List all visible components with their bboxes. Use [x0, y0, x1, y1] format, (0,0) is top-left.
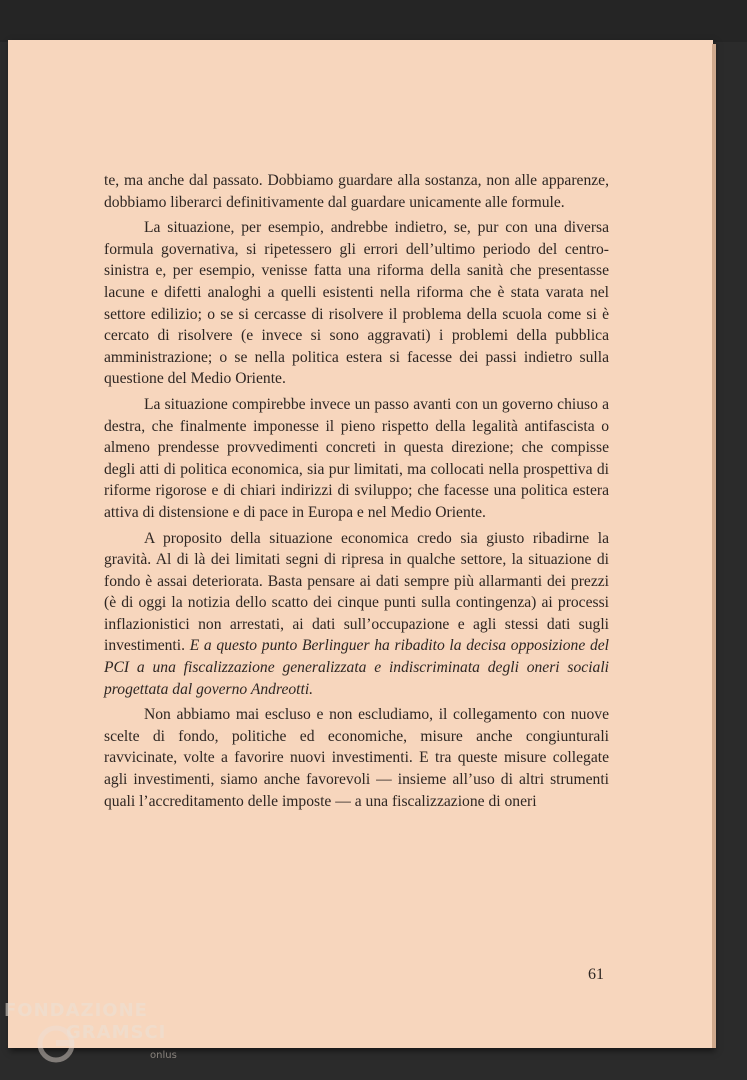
paragraph-5	[104, 704, 609, 812]
paragraph-1-text: te, ma anche dal passato. Dobbiamo guardare alla sostanza, non alle apparenze, dobbiamo liberarci definitivamente dal guardare unicamente alle formule.	[104, 172, 609, 211]
paragraph-2-text: La situazione, per esempio, andrebbe indietro, se, pur con una diversa formula governativa, si ripetessero gli errori dell’ultimo periodo del centro-sinistra e, per esempio, venisse fatta una riforma della sanità che presentasse lacune e difetti analoghi a quelli esistenti nella riforma che è stata varata nel settore edilizio; o se si cercasse di risolvere il problema della scuola come si è cercato di risolvere (e invece si sono aggravati) i problemi della pubblica amministrazione; o se nella politica estera si facesse dei passi indietro sulla questione del Medio Oriente.	[104, 219, 609, 388]
paragraph-4-italic-note: E a questo punto Berlinguer ha ribadito la decisa opposizione del PCI a una fiscalizzazione generalizzata e indiscriminata degli oneri sociali progettata dal governo Andreotti.	[104, 637, 610, 698]
paragraph-4	[104, 528, 609, 701]
paragraph-3	[104, 394, 609, 524]
paragraph-3-text: La situazione compirebbe invece un passo avanti con un governo chiuso a destra, che finalmente imponesse il pieno rispetto della legalità antifascista o almeno prendesse provvedimenti concreti in questa direzione; che compisse degli atti di politica economica, sia pur limitati, ma collocati nella prospettiva di riforme rigorose e di chiari indirizzi di sviluppo; che facesse una politica estera attiva di distensione e di pace in Europa e nel Medio Oriente.	[104, 395, 609, 521]
body-text	[104, 170, 609, 812]
watermark-line-1: FONDAZIONE	[4, 1000, 148, 1021]
page-number: 61	[588, 966, 604, 983]
watermark-line-2: GRAMSCI	[66, 1022, 167, 1043]
fondazione-gramsci-watermark	[4, 998, 204, 1078]
scan-background	[0, 0, 747, 42]
paragraph-1	[104, 170, 609, 213]
paragraph-5-text: Non abbiamo mai escluso e non escludiamo, il collegamento con nuove scelte di fondo, politiche ed economiche, misure anche congiunturali ravvicinate, volte a favorire nuovi investimenti. E tra queste misure collegate agli investimenti, siamo anche favorevoli — insieme all’uso di altri strumenti quali l’accreditamento delle imposte — a una fiscalizzazione di oneri	[104, 706, 609, 810]
page-edge-shadow	[712, 44, 716, 1048]
watermark-line-3: onlus	[150, 1050, 177, 1061]
paragraph-2	[104, 217, 609, 390]
paragraph-4-text: A proposito della situazione economica credo sia giusto ribadirne la gravità. Al di là dei limitati segni di ripresa in qualche settore, la situazione di fondo è assai deteriorata. Basta pensare ai dati sempre più allarmanti dei prezzi (è di oggi la notizia dello scatto dei cinque punti sulla contingenza) ai processi inflazionistici non arrestati, ai dati sull’occupazione e agli stessi dati sugli investimenti.	[104, 529, 609, 655]
